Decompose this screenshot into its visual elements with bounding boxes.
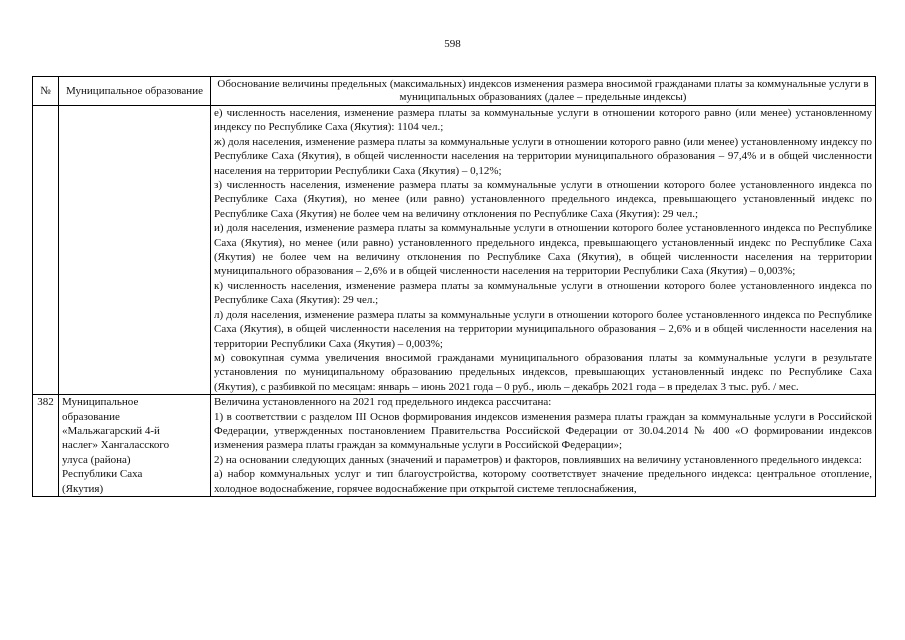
paragraph-l: л) доля населения, изменение размера платы за коммунальные услуги в отношении которого более установленного индекса по Республике Саха (Якутия), в общей численности населения на территории муниципального образования – 2,6% и в общей численности населения на территории Республики Саха (Якутия) – 0,003%; — [214, 308, 872, 350]
row-justification — [211, 395, 876, 497]
paragraph-1: 1) в соответствии с разделом III Основ формирования индексов изменения размера платы граждан за коммунальные услуги в Российской Федерации, утвержденных постановлением Правительства Российской Федерации от 30.04.2014 № 400 «О формировании индексов изменения размера платы граждан за коммунальные услуги в Российской Федерации»; — [214, 410, 872, 452]
table-header-row — [33, 77, 876, 106]
page-number: 598 — [444, 38, 461, 50]
municipality-line: улуса (района) — [62, 453, 131, 466]
header-justification: Обоснование величины предельных (максимальных) индексов изменения размера вносимой гражданами платы за коммунальные услуги в муниципальных образованиях (далее – предельные индексы) — [211, 77, 876, 106]
municipality-line: Муниципальное — [62, 396, 139, 409]
header-municipality: Муниципальное образование — [59, 77, 211, 106]
paragraph-intro: Величина установленного на 2021 год предельного индекса рассчитана: — [214, 396, 552, 409]
paragraph-m: м) совокупная сумма увеличения вносимой гражданами муниципального образования платы за коммунальные услуги в результате установления по муниципальному образованию предельных индексов, превышающих установленный индекс по Республике Саха (Якутия), с разбивкой по месяцам: январь – июнь 2021 года – 0 руб., июль – декабрь 2021 года – в пределах 3 тыс. руб. / мес. — [214, 351, 872, 393]
row-municipality — [59, 106, 211, 395]
header-number: № — [33, 77, 59, 106]
row-number — [33, 106, 59, 395]
municipality-line: «Мальжагарский 4-й — [62, 424, 160, 437]
row-number: 382 — [33, 395, 59, 497]
table-row — [33, 106, 876, 395]
table-row — [33, 395, 876, 497]
municipality-line: наслег» Хангаласского — [62, 439, 170, 452]
row-justification — [211, 106, 876, 395]
paragraph-2: 2) на основании следующих данных (значений и параметров) и факторов, повлиявших на величину установленного предельного индекса: — [214, 453, 862, 466]
paragraph-e: е) численность населения, изменение размера платы за коммунальные услуги в отношении которого равно (или менее) установленному индексу по Республике Саха (Якутия): 1104 чел.; — [214, 107, 872, 134]
paragraph-z: з) численность населения, изменение размера платы за коммунальные услуги в отношении которого более установленного индекса по Республике Саха (Якутия), но менее (или равно) установленного предельного индекса, превышающего установленный индекс по Республике Саха (Якутия) не более чем на величину отклонения по Республике Саха (Якутия): 29 чел.; — [214, 179, 872, 220]
paragraph-i: и) доля населения, изменение размера платы за коммунальные услуги в отношении которого более установленного индекса по Республике Саха (Якутия), но менее (или равно) установленного предельного индекса, превышающего установленный индекс по Республике Саха (Якутия) не более чем на величину отклонения по Республике Саха (Якутия), в общей численности населения на территории муниципального образования – 2,6% и в общей численности населения на территории Республики Саха (Якутия) – 0,003%; — [214, 222, 872, 278]
indices-table — [32, 76, 876, 497]
paragraph-zh: ж) доля населения, изменение размера платы за коммунальные услуги в отношении которого равно (или менее) установленному индексу по Республике Саха (Якутия), в общей численности населения на территории муниципального образования – 97,4% и в общей численности населения на территории Республики Саха (Якутия) – 0,12%; — [214, 135, 872, 177]
municipality-line: образование — [62, 410, 120, 423]
paragraph-k: к) численность населения, изменение размера платы за коммунальные услуги в отношении которого более установленного индекса по Республике Саха (Якутия): 29 чел.; — [214, 279, 872, 307]
municipality-line: (Якутия) — [62, 482, 104, 495]
municipality-line: Республики Саха — [62, 468, 143, 481]
row-municipality — [59, 395, 211, 497]
paragraph-a: а) набор коммунальных услуг и тип благоустройства, которому соответствует значение предельного индекса: центральное отопление, холодное водоснабжение, горячее водоснабжение при открытой системе теплоснабжения, — [214, 468, 872, 495]
